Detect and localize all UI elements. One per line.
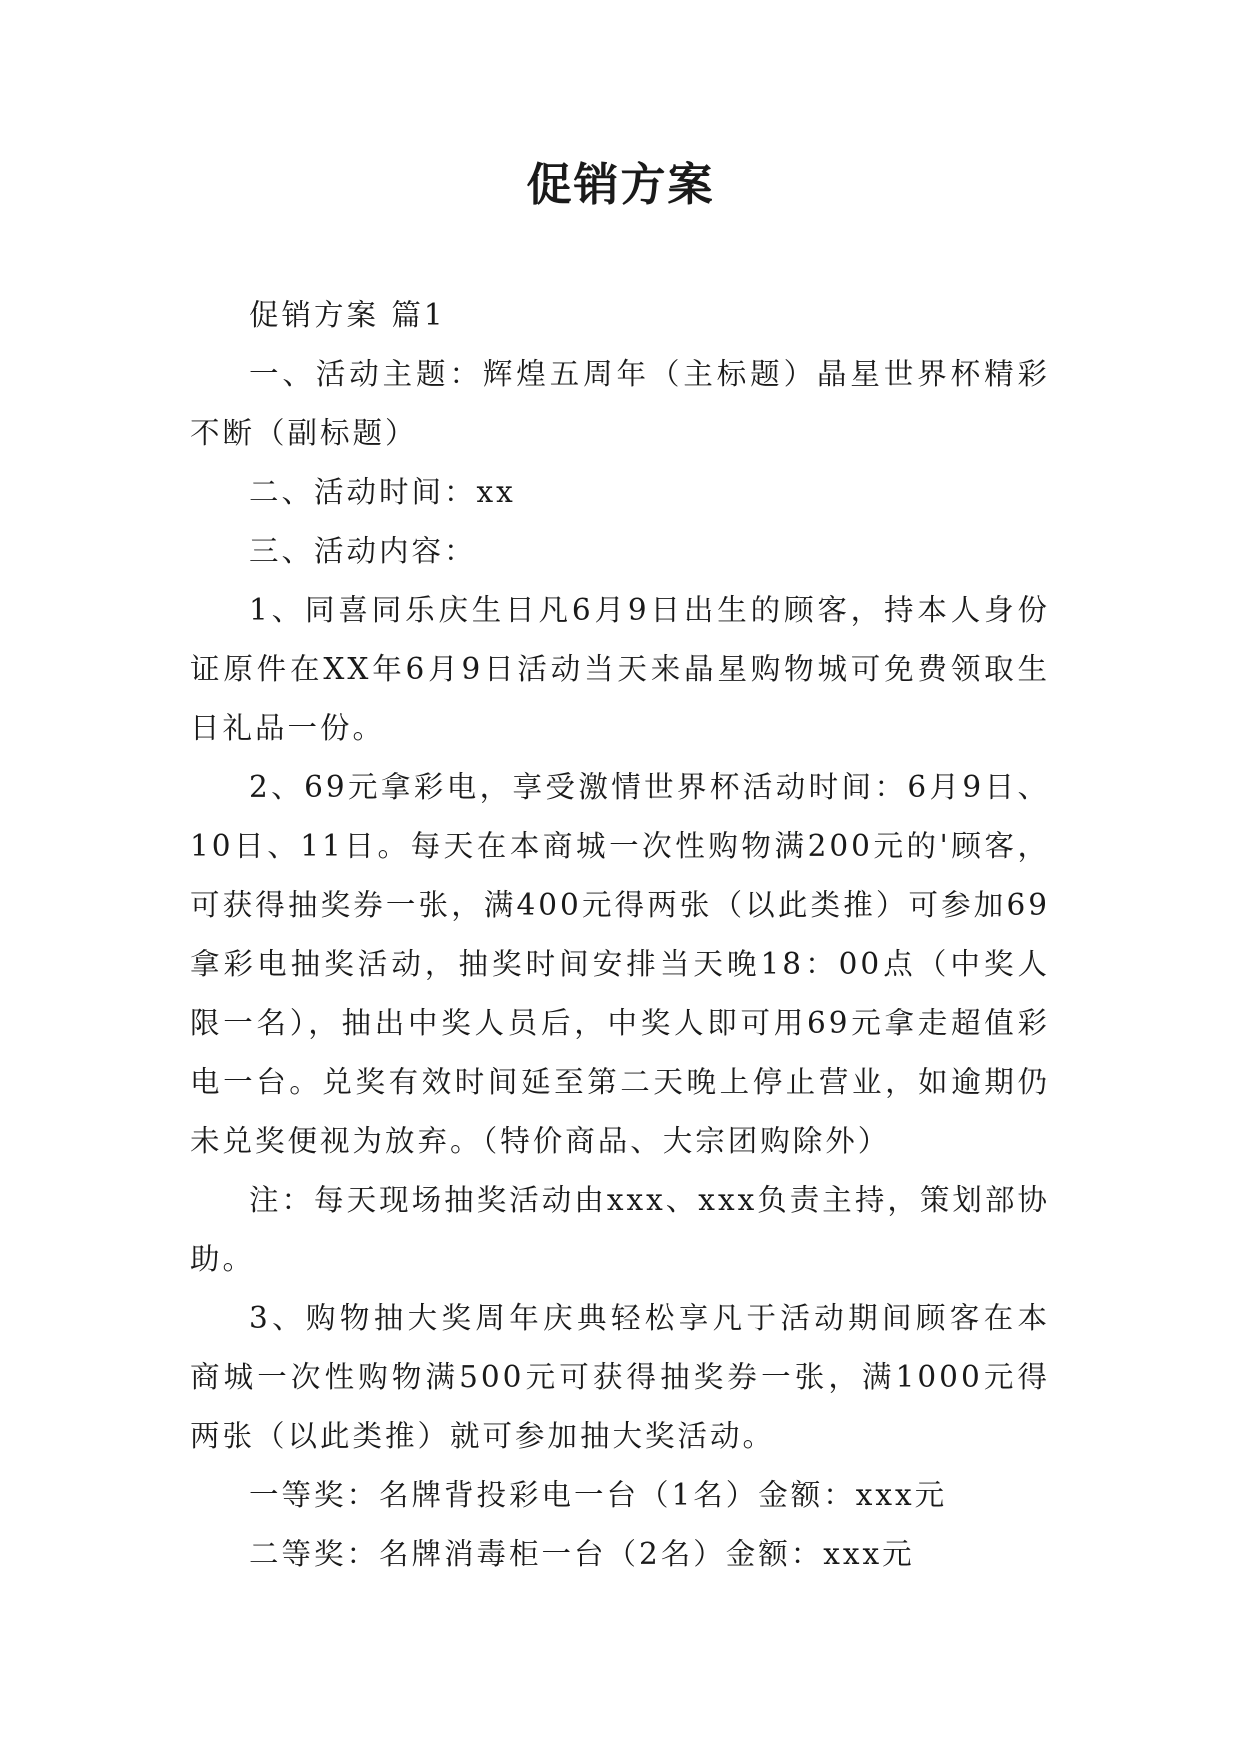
paragraph-theme: 一、活动主题：辉煌五周年（主标题）晶星世界杯精彩不断（副标题）	[190, 357, 1050, 450]
paragraph-second-prize: 二等奖：名牌消毒柜一台（2名）金额：xxx元	[249, 1537, 915, 1571]
paragraph-note: 注：每天现场抽奖活动由xxx、xxx负责主持，策划部协助。	[190, 1183, 1050, 1276]
document-title: 促销方案	[526, 158, 715, 211]
paragraph-first-prize: 一等奖：名牌背投彩电一台（1名）金额：xxx元	[249, 1478, 948, 1512]
paragraph-item-1: 1、同喜同乐庆生日凡6月9日出生的顾客，持本人身份证原件在XX年6月9日活动当天来晶星购物城可免费领取生日礼品一份。	[190, 593, 1050, 745]
paragraph-item-2: 2、69元拿彩电，享受激情世界杯活动时间：6月9日、10日、11日。每天在本商城一次性购物满200元的'顾客，可获得抽奖券一张，满400元得两张（以此类推）可参加69拿彩电抽奖活动，抽奖时间安排当天晚18：00点（中奖人限一名），抽出中奖人员后，中奖人即可用69元拿走超值彩电一台。兑奖有效时间延至第二天晚上停止营业，如逾期仍未兑奖便视为放弃。（特价商品、大宗团购除外）	[190, 770, 1050, 1158]
document-body	[190, 286, 1050, 1584]
paragraph-item-3: 3、购物抽大奖周年庆典轻松享凡于活动期间顾客在本商城一次性购物满500元可获得抽奖券一张，满1000元得两张（以此类推）就可参加抽大奖活动。	[190, 1301, 1050, 1453]
paragraph-time: 二、活动时间：xx	[249, 475, 516, 509]
paragraph-section-label: 促销方案 篇1	[249, 298, 446, 332]
paragraph-content-heading: 三、活动内容：	[249, 534, 477, 568]
